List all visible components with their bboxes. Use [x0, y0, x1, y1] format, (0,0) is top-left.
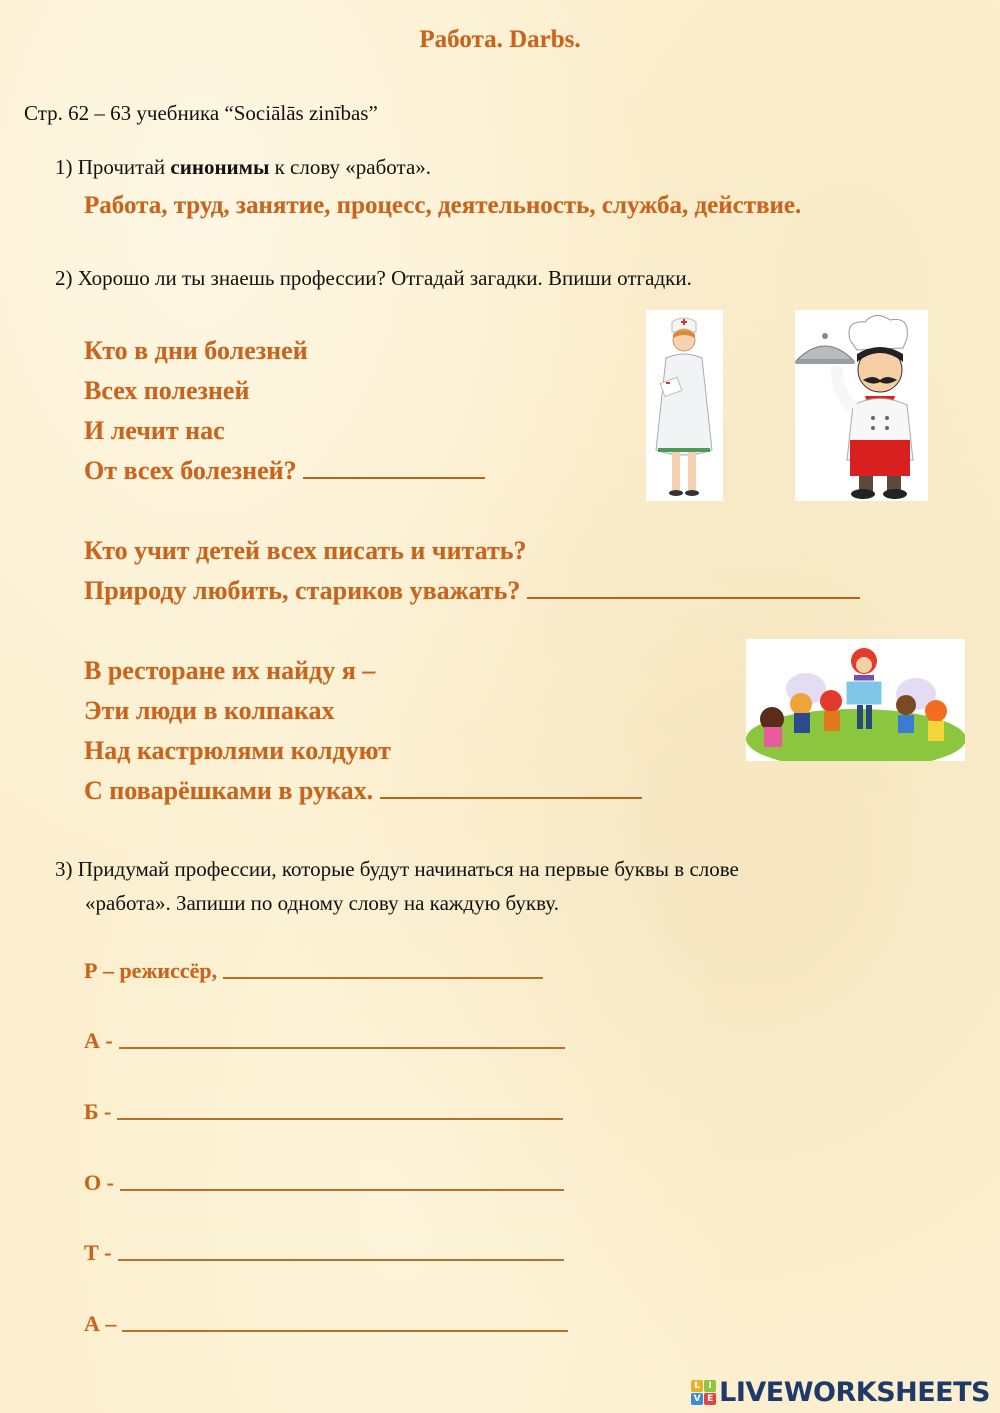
riddle-3-answer-field[interactable]	[380, 797, 642, 799]
liveworksheets-logo[interactable]	[691, 1377, 990, 1408]
answer-row-t	[84, 1240, 564, 1266]
task-3-number: 3)	[55, 857, 73, 881]
answer-label: Т -	[84, 1240, 112, 1265]
page-title: Работа. Darbs.	[419, 26, 581, 53]
answer-label: А -	[84, 1028, 113, 1053]
riddle-1-line: И лечит нас	[84, 416, 225, 445]
answer-row-r	[84, 958, 543, 984]
logo-letter: I	[704, 1380, 716, 1392]
task-1-number: 1)	[55, 155, 73, 179]
riddle-2	[84, 531, 860, 611]
task-3-instruction	[55, 852, 739, 920]
answer-field-a2[interactable]	[122, 1330, 568, 1332]
teacher-children-image	[746, 639, 965, 761]
riddle-3-line: С поварёшками в руках.	[84, 776, 374, 805]
chef-image	[795, 310, 928, 501]
riddle-2-line: Природу любить, стариков уважать?	[84, 576, 521, 605]
logo-text: LIVEWORKSHEETS	[719, 1377, 990, 1408]
answer-field-o[interactable]	[120, 1189, 564, 1191]
textbook-reference: Стр. 62 – 63 учебника “Sociālās zinības”	[24, 101, 378, 125]
riddle-1	[84, 331, 485, 491]
task-1-suffix: к слову «работа».	[269, 155, 432, 179]
riddle-2-answer-field[interactable]	[527, 597, 860, 599]
answer-field-b[interactable]	[117, 1118, 563, 1120]
answer-row-o	[84, 1170, 564, 1196]
logo-letter: E	[704, 1393, 716, 1405]
chef-illustration-icon	[795, 310, 928, 501]
answer-row-a2	[84, 1311, 568, 1337]
teacher-with-children-illustration-icon	[746, 639, 965, 761]
answer-label: Р – режиссёр,	[84, 958, 218, 983]
riddle-1-line: Кто в дни болезней	[84, 336, 308, 365]
answer-field-a[interactable]	[119, 1047, 565, 1049]
task-3-line-2: «работа». Запиши по одному слову на каждую букву.	[85, 891, 559, 915]
task-3-line-1: Придумай профессии, которые будут начинаться на первые буквы в слове	[77, 857, 739, 881]
nurse-illustration-icon	[646, 310, 723, 501]
logo-grid-icon	[691, 1380, 716, 1405]
synonyms-list: Работа, труд, занятие, процесс, деятельность, служба, действие.	[84, 192, 802, 219]
task-1-bold-word: синонимы	[170, 155, 270, 179]
answer-field-t[interactable]	[118, 1259, 564, 1261]
task-1-instruction	[55, 155, 431, 180]
logo-letter: V	[691, 1393, 703, 1405]
task-1-prefix: Прочитай	[77, 155, 171, 179]
logo-letter: L	[691, 1380, 703, 1392]
answer-label: А –	[84, 1311, 117, 1336]
task-2-number: 2)	[55, 266, 73, 290]
answer-row-b	[84, 1099, 563, 1125]
riddle-3	[84, 651, 642, 811]
riddle-3-line: В ресторане их найду я –	[84, 656, 376, 685]
answer-field-r[interactable]	[223, 977, 543, 979]
answer-row-a	[84, 1028, 565, 1054]
riddle-1-answer-field[interactable]	[303, 477, 485, 479]
riddle-2-line: Кто учит детей всех писать и читать?	[84, 536, 527, 565]
task-2-instruction	[55, 266, 692, 291]
task-2-text: Хорошо ли ты знаешь профессии? Отгадай загадки. Впиши отгадки.	[77, 266, 692, 290]
riddle-1-line: Всех полезней	[84, 376, 250, 405]
answer-label: О -	[84, 1170, 114, 1195]
answer-label: Б -	[84, 1099, 112, 1124]
nurse-image	[646, 310, 723, 501]
riddle-3-line: Над кастрюлями колдуют	[84, 736, 391, 765]
riddle-3-line: Эти люди в колпаках	[84, 696, 335, 725]
riddle-1-line: От всех болезней?	[84, 456, 297, 485]
